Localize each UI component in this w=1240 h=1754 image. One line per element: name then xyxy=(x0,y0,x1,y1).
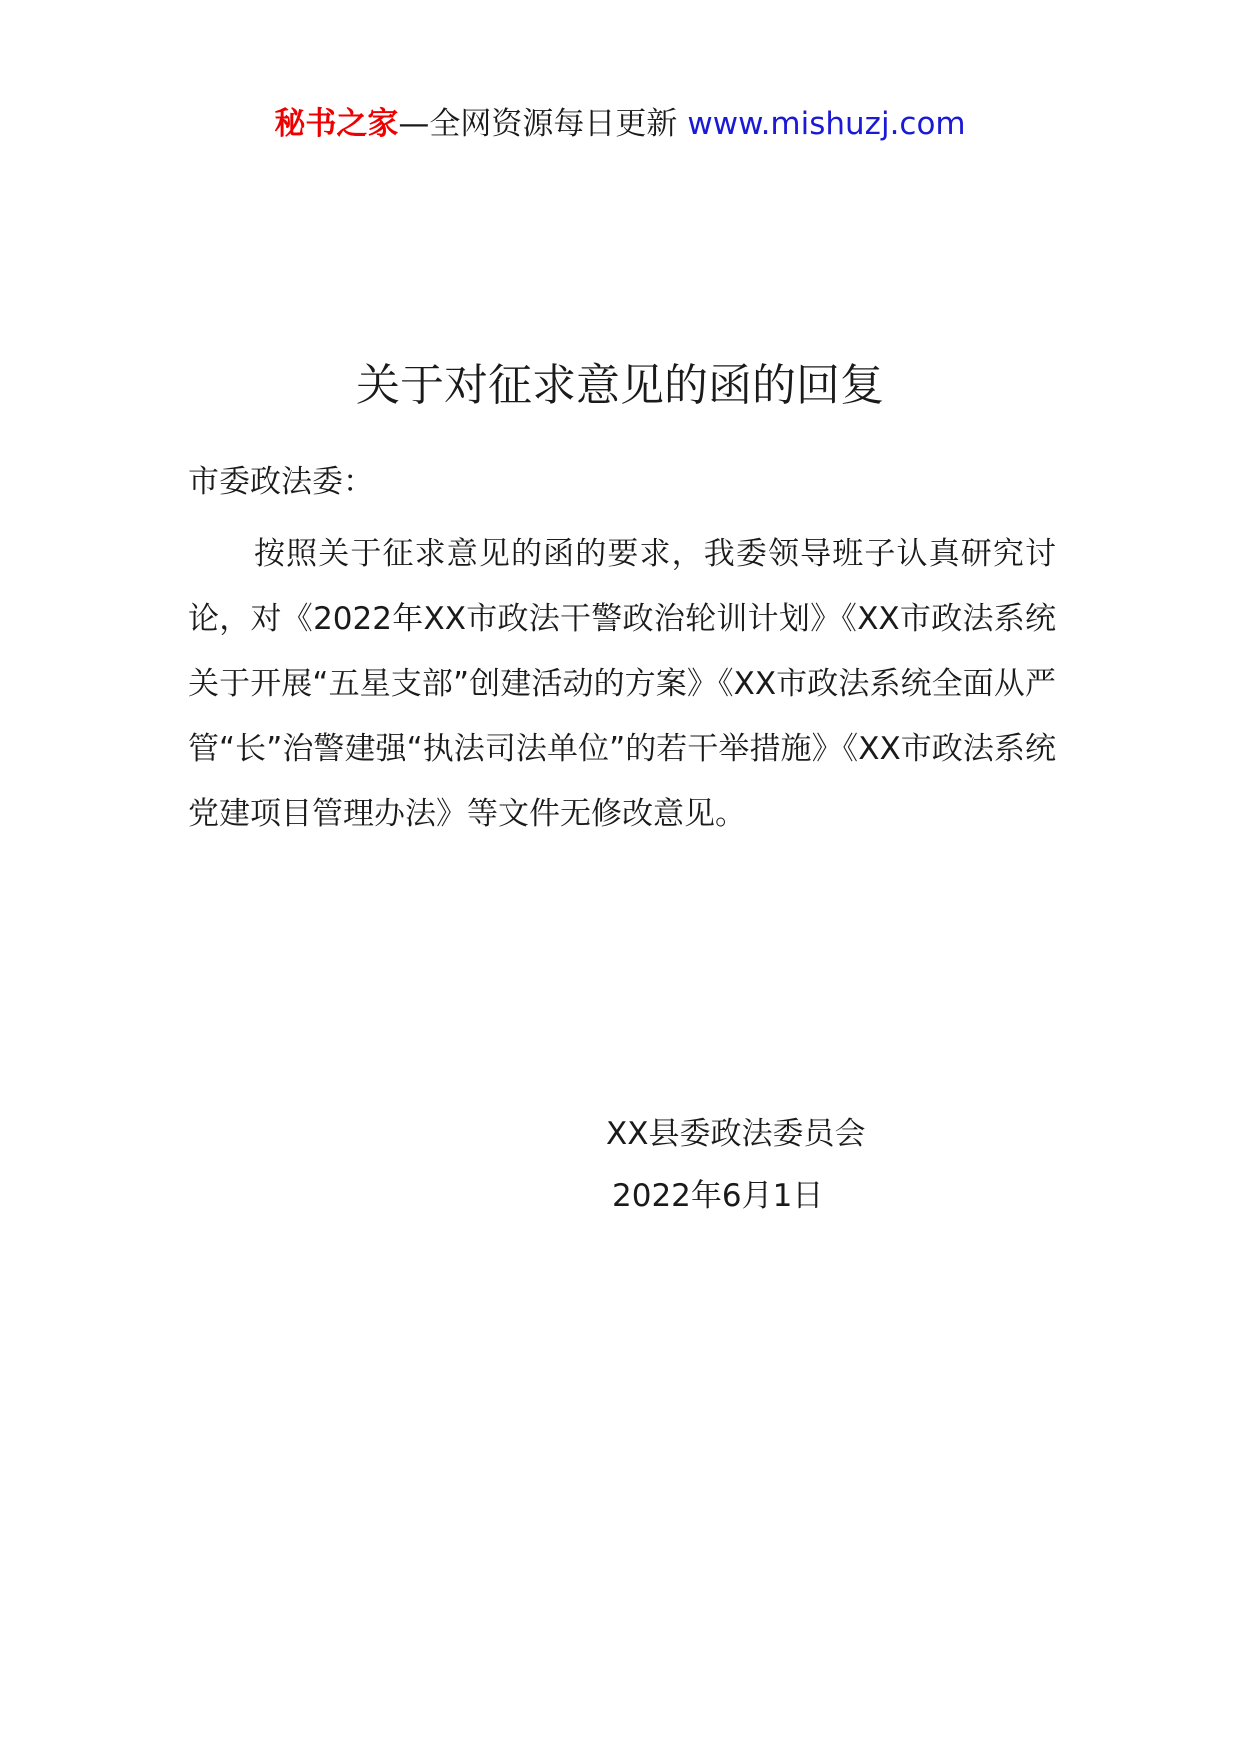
addressee: 市委政法委： xyxy=(188,464,374,500)
signature-organization: XX县委政法委员会 xyxy=(606,1116,866,1152)
brand-name: 秘书之家 xyxy=(274,106,399,142)
body-paragraph: 按照关于征求意见的函的要求，我委领导班子认真研究讨论，对《2022年XX市政法干警政治轮训计划》《XX市政法系统关于开展“五星支部”创建活动的方案》《XX市政法系统全面从严管“长”治警建强“执法司法单位”的若干举措施》《XX市政法系统党建项目管理办法》等文件无修改意见。 xyxy=(188,536,1056,832)
site-header xyxy=(0,102,1240,146)
document-title: 关于对征求意见的函的回复 xyxy=(356,360,884,411)
header-slogan: —全网资源每日更新 xyxy=(398,106,678,142)
signature-date: 2022年6月1日 xyxy=(612,1178,824,1214)
site-url-link[interactable]: www.mishuzj.com xyxy=(687,106,966,142)
